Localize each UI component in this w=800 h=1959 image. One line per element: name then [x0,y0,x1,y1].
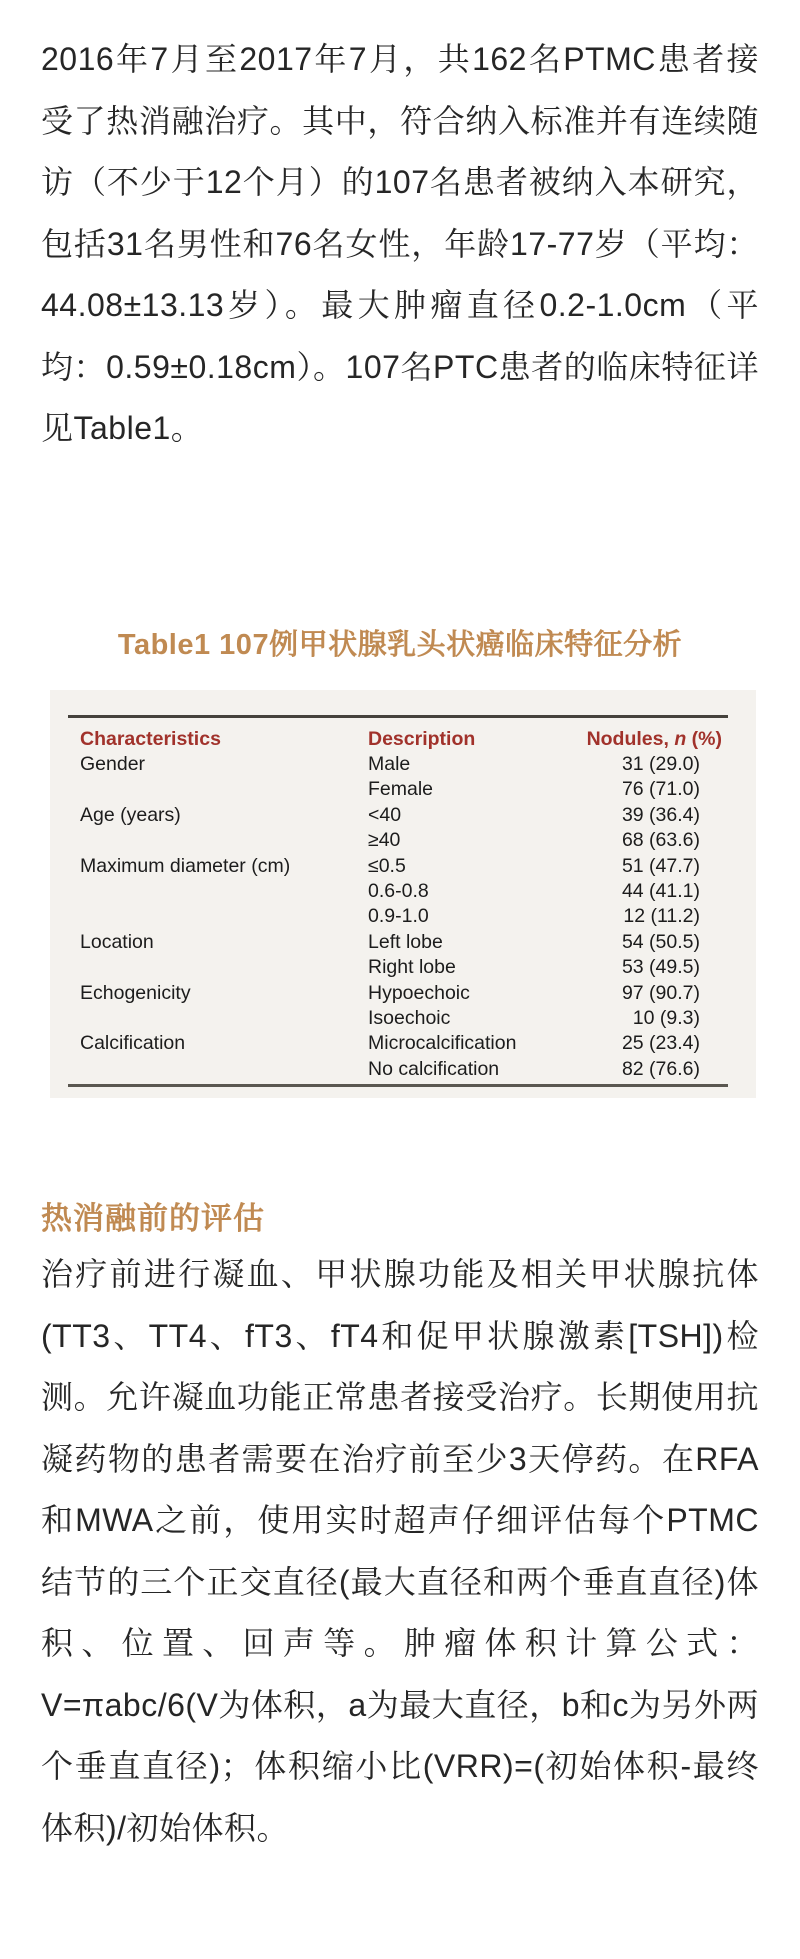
table-row [50,981,756,1006]
table-header-description: Description [368,728,476,750]
table-cell: No calcification [368,1057,500,1080]
table-row [50,930,756,955]
table-cell: Echogenicity [80,981,191,1004]
table-row [50,1031,756,1056]
table-cell: 97 (90.7) [621,981,700,1004]
table-cell: Maximum diameter (cm) [80,854,291,877]
table-cell: 0.6-0.8 [368,879,429,902]
table-cell: 10 (9.3) [632,1006,700,1029]
table-header-nodules: Nodules, n (%) [586,728,722,750]
table-cell: Calcification [80,1032,186,1055]
table1-image [50,690,756,1098]
table-cell: Right lobe [368,956,456,979]
table-cell: 82 (76.6) [621,1057,700,1080]
table-cell: 68 (63.6) [621,829,700,852]
table-cell: 39 (36.4) [621,803,700,826]
table-row [50,777,756,802]
table-cell: ≤0.5 [368,854,406,877]
section-heading: 热消融前的评估 [41,1201,265,1236]
table-cell: 53 (49.5) [621,956,700,979]
table-body [50,752,756,1082]
table-cell: Female [368,778,434,801]
table-cell: 0.9-1.0 [368,905,429,928]
table-row [50,752,756,777]
table-cell: 76 (71.0) [621,778,700,801]
table-cell: Age (years) [80,803,181,826]
table-cell: <40 [368,803,402,826]
table-top-rule [68,715,728,718]
table-header-row [50,726,756,752]
table-cell: Location [80,930,154,953]
table-cell: ≥40 [368,829,401,852]
table-cell: Microcalcification [368,1032,517,1055]
table-cell: Left lobe [368,930,443,953]
table-cell: Hypoechoic [368,981,470,1004]
paragraph-intro: 2016年7月至2017年7月，共162名PTMC患者接受了热消融治疗。其中，符合纳入标准并有连续随访（不少于12个月）的107名患者被纳入本研究，包括31名男性和76名女性，年龄17-77岁（平均：44.08±13.13岁）。最大肿瘤直径0.2-1.0cm（平均：0.59±0.18cm）。107名PTC患者的临床特征详见Table1。 [41,41,759,446]
table-row [50,854,756,879]
table-row [50,904,756,929]
table-cell: 44 (41.1) [621,879,700,902]
table-bottom-rule [68,1084,728,1087]
table-row [50,828,756,853]
table-cell: 25 (23.4) [621,1032,700,1055]
table-cell: Isoechoic [368,1006,451,1029]
table-row [50,803,756,828]
table-cell: 51 (47.7) [621,854,700,877]
paragraph-assessment: 治疗前进行凝血、甲状腺功能及相关甲状腺抗体(TT3、TT4、fT3、fT4和促甲状腺激素[TSH])检测。允许凝血功能正常患者接受治疗。长期使用抗凝药物的患者需要在治疗前至少3天停药。在RFA和MWA之前，使用实时超声仔细评估每个PTMC结节的三个正交直径(最大直径和两个垂直直径)体积、位置、回声等。肿瘤体积计算公式：V=πabc/6(V为体积，a为最大直径，b和c为另外两个垂直直径)；体积缩小比(VRR)=(初始体积-最终体积)/初始体积。 [41,1256,759,1846]
table-cell: Gender [80,753,146,775]
table-caption: Table1 107例甲状腺乳头状癌临床特征分析 [117,629,683,661]
table-cell: 31 (29.0) [621,753,700,775]
table-cell: Male [368,753,411,775]
table-row [50,955,756,980]
table-cell: 12 (11.2) [623,905,700,928]
table-header-characteristics: Characteristics [80,728,221,750]
table-row [50,1057,756,1082]
table-row [50,879,756,904]
table-cell: 54 (50.5) [621,930,700,953]
table-row [50,1006,756,1031]
